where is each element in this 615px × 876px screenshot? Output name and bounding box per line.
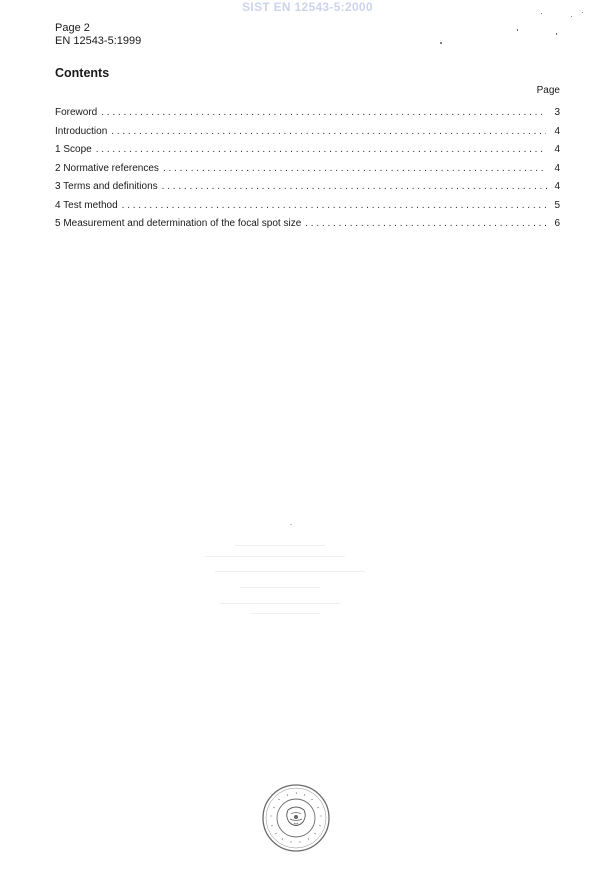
toc-entry-page: 3 xyxy=(554,107,560,118)
toc-entry-page: 4 xyxy=(554,162,560,174)
toc-dot-leader xyxy=(101,107,546,118)
toc-dot-leader xyxy=(122,200,547,211)
scan-noise xyxy=(205,556,345,557)
scan-noise xyxy=(235,545,325,546)
official-stamp-icon xyxy=(261,783,331,853)
toc-entry-scope xyxy=(55,144,560,163)
toc-entry-title: 4 Test method xyxy=(55,199,118,211)
scan-noise xyxy=(215,571,365,572)
scan-noise xyxy=(290,524,292,525)
watermark: SIST EN 12543-5:2000 xyxy=(242,0,373,14)
standard-id: EN 12543-5:1999 xyxy=(55,35,142,47)
toc-dot-leader xyxy=(96,144,546,155)
scan-speck xyxy=(517,29,518,31)
scan-noise xyxy=(250,613,320,614)
toc-entry-page: 5 xyxy=(554,199,560,211)
toc-entry-normative-references xyxy=(55,163,560,182)
toc-entry-measurement xyxy=(55,218,560,237)
toc-entry-foreword xyxy=(55,107,560,126)
table-of-contents xyxy=(55,107,560,237)
scan-speck xyxy=(571,16,572,17)
toc-dot-leader xyxy=(305,218,548,229)
toc-dot-leader xyxy=(162,181,547,192)
toc-entry-page: 4 xyxy=(554,144,560,155)
toc-dot-leader xyxy=(163,163,547,174)
page-number: Page 2 xyxy=(55,22,90,34)
scan-speck xyxy=(541,13,542,14)
toc-entry-title: Foreword xyxy=(55,107,98,118)
toc-entry-terms-and-definitions xyxy=(55,181,560,200)
scan-noise xyxy=(240,587,320,588)
scan-speck xyxy=(440,42,442,44)
toc-dot-leader xyxy=(111,126,546,137)
toc-entry-page: 4 xyxy=(554,181,560,192)
toc-entry-title: Introduction xyxy=(55,125,108,137)
page-column-label: Page xyxy=(536,85,560,96)
toc-entry-page: 4 xyxy=(554,125,560,137)
scan-speck xyxy=(582,12,583,13)
scan-speck xyxy=(556,33,557,35)
scan-noise xyxy=(220,603,340,604)
toc-entry-page: 6 xyxy=(554,218,560,229)
contents-title: Contents xyxy=(55,66,110,80)
toc-entry-introduction xyxy=(55,126,560,145)
page-header xyxy=(55,22,141,48)
toc-entry-title: 5 Measurement and determination of the focal spot size xyxy=(55,218,302,229)
toc-entry-test-method xyxy=(55,200,560,219)
toc-entry-title: 2 Normative references xyxy=(55,162,159,174)
toc-entry-title: 1 Scope xyxy=(55,144,92,155)
toc-entry-title: 3 Terms and definitions xyxy=(55,181,158,192)
